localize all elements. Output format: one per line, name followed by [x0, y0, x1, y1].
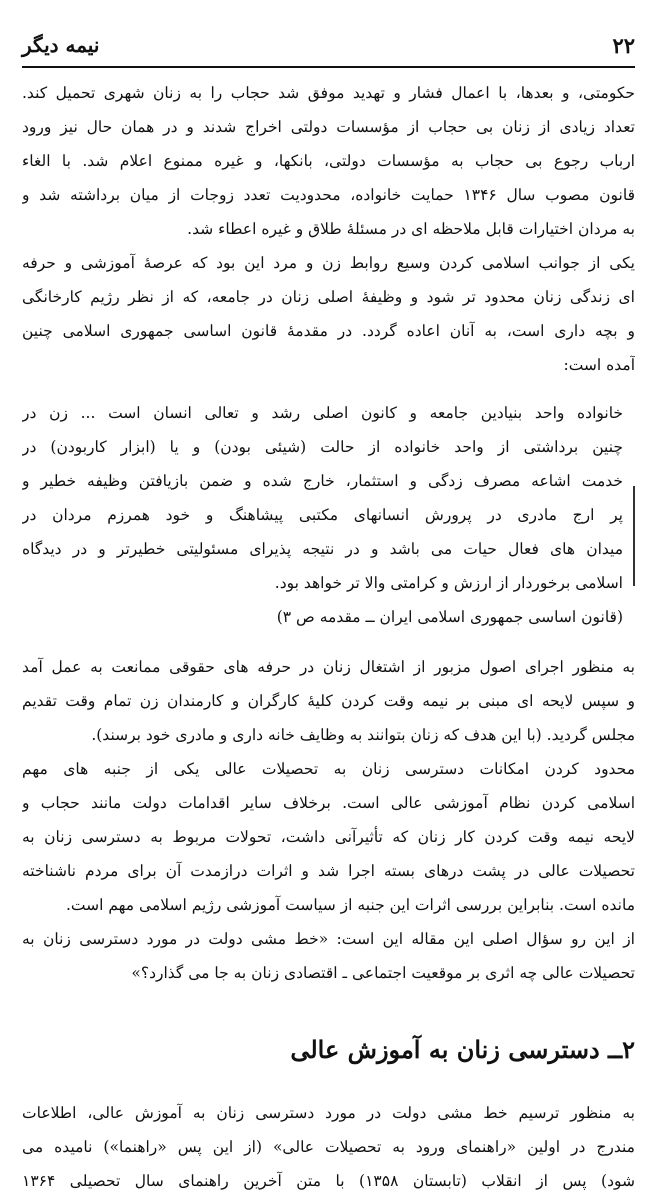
paragraph-5	[22, 922, 635, 990]
text-line: حکومتی، و بعدها، با اعمال فشار و تهدید موفق شد حجاب را به زنان شهری تحمیل کند.	[22, 84, 635, 102]
paragraph-4	[22, 752, 635, 922]
text-line: و سپس لایحه ای مبنی بر نیمه وقت کردن کلیهٔ کارگران و کارمندان زن تمام وقت تقدیم	[22, 692, 635, 710]
running-title: نیمه دیگر	[22, 33, 100, 57]
quote-margin-bar	[633, 486, 635, 586]
quote-line: اسلامی برخوردار از ارزش و کرامتی والا تر خواهد بود.	[274, 574, 623, 592]
text-line: مندرج در اولین «راهنمای ورود به تحصیلات عالی» (از این پس «راهنما») نامیده می	[22, 1138, 635, 1156]
paragraph-2	[22, 246, 635, 382]
quote-line: چنین برداشتی از واحد خانواده از حالت (شیئی بودن) و یا (ابزار کاربودن) در	[22, 438, 623, 456]
block-quote	[22, 396, 635, 634]
text-line: تحصیلات عالی چه اثری بر موقعیت اجتماعی ـ اقتصادی زنان به جا می گذارد؟»	[131, 964, 635, 982]
quote-line: خانواده واحد بنیادین جامعه و کانون اصلی رشد و تعالی انسان است ... زن در	[22, 404, 623, 422]
text-line: یکی از جوانب اسلامی کردن وسیع روابط زن و مرد این بود که عرصهٔ آموزشی و حرفه	[22, 254, 635, 272]
paragraph-1	[22, 76, 635, 246]
text-line: تحصیلات عالی در پشت درهای بسته اجرا شد و اثرات درازمدت آن برای مردم ناشناخته	[22, 862, 635, 880]
text-line: به منظور اجرای اصول مزبور از اشتغال زنان در حرفه های حقوقی ممانعت به عمل آمد	[22, 658, 635, 676]
text-line: ارباب رجوع بی حجاب به مؤسسات دولتی، بانکها، و غیره ممنوع اعلام شد. با الغاء	[22, 152, 635, 170]
section-heading: ۲ــ دسترسی زنان به آموزش عالی	[290, 1035, 635, 1064]
text-line: از این رو سؤال اصلی این مقاله این است: «خط مشی دولت در مورد دسترسی زنان به	[22, 930, 635, 948]
text-line: شود) پس از انقلاب (تابستان ۱۳۵۸) با متن آخرین راهنمای سال تحصیلی ۱۳۶۴	[22, 1172, 635, 1190]
quote-line: میدان های فعال حیات می باشد و در نتیجه پذیرای مسئولیتی خطیرتر و در دیدگاه	[22, 540, 623, 558]
text-line: و بچه داری است، به آنان اعاده گردد. در مقدمهٔ قانون اساسی جمهوری اسلامی چنین	[22, 322, 635, 340]
text-line: به مردان اختیارات قابل ملاحظه ای در مسئلهٔ طلاق و غیره اعطاء شد.	[187, 220, 635, 238]
paragraph-6	[22, 1096, 635, 1198]
text-line: مانده است. بنابراین بررسی اثرات این جنبه از سیاست آموزشی رژیم اسلامی مهم است.	[65, 896, 635, 914]
text-line: ای زندگی زنان محدود تر شود و وظیفهٔ اصلی زنان در جامعه، که از نظر رژیم کارخانگی	[22, 288, 635, 306]
text-line: اسلامی کردن نظام آموزشی عالی است. برخلاف سایر اقدامات دولت مانند حجاب و	[22, 794, 635, 812]
paragraph-3	[22, 650, 635, 752]
text-line: تعداد زیادی از زنان بی حجاب از مؤسسات دولتی اخراج شدند و در همان حال نیز ورود	[22, 118, 635, 136]
page-number: ۲۲	[612, 32, 635, 58]
text-line: لایحه نیمه وقت کردن کار زنان که تأثیرآنی داشت، تحولات مربوط به دسترسی زنان به	[22, 828, 635, 846]
quote-line: خدمت اشاعه مصرف زدگی و استثمار، خارج شده و ضمن بازیافتن وظیفه خطیر و	[22, 472, 623, 490]
quote-source: (قانون اساسی جمهوری اسلامی ایران ــ مقدمه ص ۳)	[276, 608, 623, 626]
text-line: آمده است:	[563, 356, 635, 374]
text-line: قانون مصوب سال ۱۳۴۶ حمایت خانواده، محدودیت تعدد زوجات از میان برداشته شد و	[22, 186, 635, 204]
quote-line: پر ارج مادری در پرورش انسانهای مکتبی پیشاهنگ و خود همرزم مردان در	[22, 506, 623, 524]
text-line: مجلس گردید. (با این هدف که زنان بتوانند به وظایف خانه داری و مادری خود برسند).	[91, 726, 635, 744]
header-rule	[22, 66, 635, 68]
text-line: محدود کردن امکانات دسترسی زنان به تحصیلات عالی یکی از جنبه های مهم	[22, 760, 635, 778]
page-header	[22, 28, 635, 62]
text-line: به منظور ترسیم خط مشی دولت در مورد دسترسی زنان به آموزش عالی، اطلاعات	[22, 1104, 635, 1122]
